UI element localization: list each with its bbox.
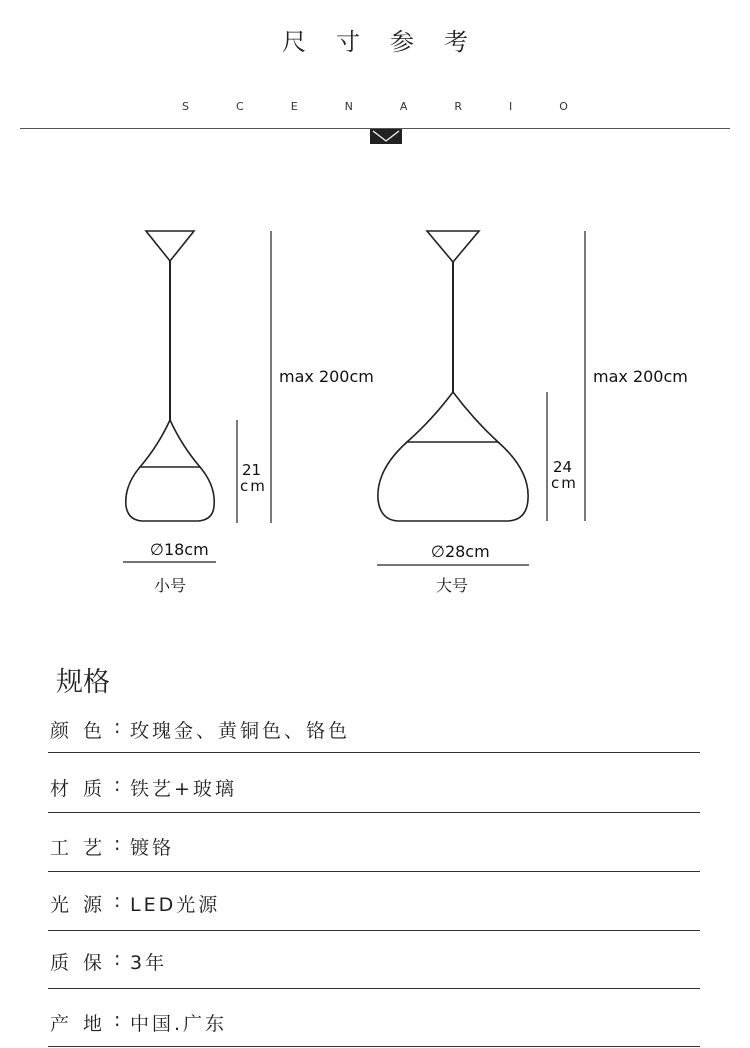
small-size-name: 小号 — [154, 576, 187, 595]
small-diameter-label: ∅18cm — [150, 540, 209, 559]
spec-value: 镀铬 — [130, 837, 175, 859]
large-max-height-label: max 200cm — [593, 367, 688, 386]
spec-label: 质保 — [50, 952, 117, 974]
specs-heading: 规格 — [56, 667, 110, 698]
spec-colon: : — [114, 716, 121, 738]
small-lamp-drawing — [126, 231, 214, 521]
small-shade-height-unit: cm — [240, 477, 267, 495]
spec-label: 材质 — [50, 778, 117, 800]
large-diameter-label: ∅28cm — [431, 542, 490, 561]
spec-value: 铁艺+玻璃 — [130, 778, 237, 800]
spec-label: 产地 — [50, 1013, 117, 1035]
spec-colon: : — [114, 948, 121, 970]
spec-colon: : — [114, 774, 121, 796]
spec-row — [48, 988, 700, 1047]
spec-colon: : — [114, 890, 121, 912]
spec-label: 颜色 — [50, 720, 117, 742]
page-subtitle: SCENARIO — [182, 100, 615, 113]
spec-row — [48, 930, 700, 989]
large-shade-height-value: 24 — [553, 458, 573, 476]
spec-value: LED光源 — [130, 894, 221, 916]
small-max-height-label: max 200cm — [279, 367, 374, 386]
large-size-name: 大号 — [436, 576, 469, 595]
spec-row — [48, 754, 700, 813]
spec-colon: : — [114, 1009, 121, 1031]
spec-colon: : — [114, 833, 121, 855]
spec-label: 光源 — [50, 894, 117, 916]
spec-value: 中国.广东 — [130, 1013, 228, 1035]
spec-row — [48, 813, 700, 872]
spec-label: 工艺 — [50, 837, 117, 859]
large-shade-height-unit: cm — [551, 474, 578, 492]
page-title: 尺寸参考 — [282, 28, 498, 56]
small-shade-height-value: 21 — [242, 461, 262, 479]
spec-value: 玫瑰金、黄铜色、铬色 — [130, 720, 351, 742]
spec-row — [48, 694, 700, 753]
large-lamp-drawing — [378, 231, 528, 521]
spec-row — [48, 872, 700, 931]
spec-value: 3年 — [130, 952, 168, 974]
